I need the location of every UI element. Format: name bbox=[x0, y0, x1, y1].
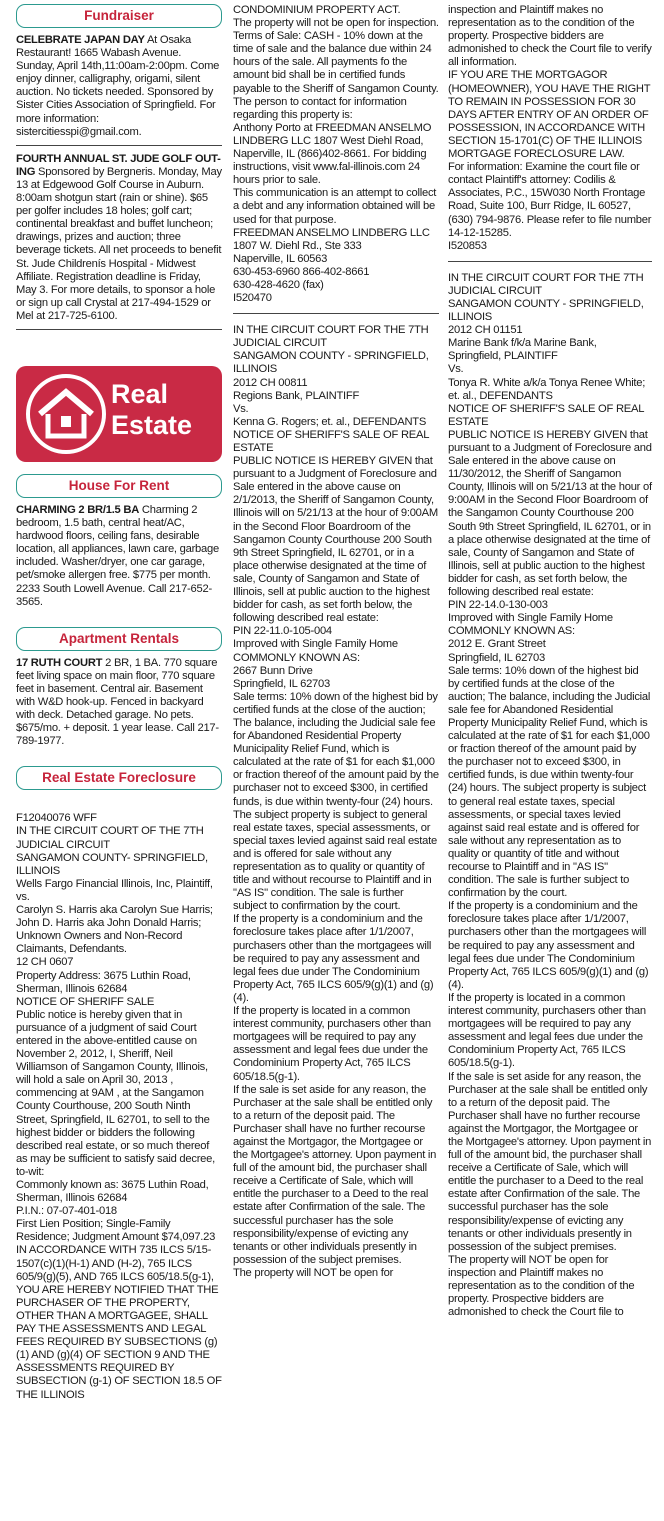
foreclosure-header: Real Estate Foreclosure bbox=[16, 766, 222, 790]
real-estate-banner bbox=[16, 366, 222, 462]
golf-lead: FOURTH ANNUAL ST. JUDE GOLF OUT-ING bbox=[16, 152, 221, 178]
banner-word-real: Real bbox=[111, 378, 169, 409]
rent-body: Charming 2 bedroom, 1.5 bath, central heat/AC, hardwood floors, ceiling fans, desirable location, all appliances, lawn care, garbage included. Washer/dryer, one car garage, pet/smoke allergen free. $775 per month. 2233 South Lowell Avenue. Call 217-652-3565. bbox=[16, 503, 219, 608]
japan-day-ad bbox=[16, 34, 222, 139]
house-rent-ad bbox=[16, 504, 222, 609]
foreclosure-notice-1: F12040076 WFF IN THE CIRCUIT COURT OF THE 7TH JUDICIAL CIRCUIT SANGAMON COUNTY- SPRINGFIELD, ILLINOIS Wells Fargo Financial Illinois, Inc, Plaintiff, vs. Carolyn S. Harris aka Carolyn Sue Harris; John D. Harris aka John Donald Harris; Unknown Owners and Non-Record Claimants, Defendants. 12 CH 0607 Property Address: 3675 Luthin Road, Sherman, Illinois 62684 NOTICE OF SHERIFF SALE Public notice is hereby given that in pursuance of a judgment of said Court entered in the above-entitled cause on November 2, 2012, I, Sheriff, Neil Williamson of Sangamon County, Illinois, will hold a sale on April 30, 2013 , commencing at 9AM , at the Sangamon County Courthouse, 200 South Ninth Street, Springfield, IL 62701, to sell to the highest bidder or bidders the following described real estate, or so much thereof as may be sufficient to satisfy said decree, to-wit: Commonly known as: 3675 Luthin Road, Sherman, Illinois 62684 P.I.N.: 07-07-401-018 First Lien Position; Single-Family Residence; Judgment Amount $74,097.23 IN ACCORDANCE WITH 735 ILCS 5/15-1507(c)(1)(H-1) AND (H-2), 765 ILCS 605/9(g)(5), AND 765 ILCS 605/18.5(g-1), YOU ARE HEREBY NOTIFIED THAT THE PURCHASER OF THE PROPERTY, OTHER THAN A MORTGAGEE, SHALL PAY THE ASSESSMENTS AND LEGAL FEES REQUIRED BY SUBSECTIONS (g)(1) AND (g)(4) OF SECTION 9 AND THE ASSESSMENTS REQUIRED BY SUBSECTION (g-1) OF SECTION 18.5 OF THE ILLINOIS bbox=[16, 812, 222, 1401]
notice-continuation-2: inspection and Plaintiff makes no representation as to the condition of the property. Prospective bidders are admonished to check the Court file to verify all information. IF YOU ARE THE MORTGAGOR (HOMEOWNER), YOU HAVE THE RIGHT TO REMAIN IN POSSESSION FOR 30 DAYS AFTER ENTRY OF AN ORDER OF POSSESSION, IN ACCORDANCE WITH SECTION 15-1701(C) OF THE ILLINOIS MORTGAGE FORECLOSURE LAW. For information: Examine the court file or contact Plaintiff's attorney: Codilis & Associates, P.C., 15W030 North Frontage Road, Suite 100, Burr Ridge, IL 60527, (630) 794-9876. Please refer to file number 14-12-15285. I520853 bbox=[448, 4, 652, 252]
fundraiser-header: Fundraiser bbox=[16, 4, 222, 28]
column-1 bbox=[16, 4, 222, 1402]
apt-lead: 17 RUTH COURT bbox=[16, 656, 103, 669]
golf-body: Sponsored by Bergneris. Monday, May 13 at Edgewood Golf Course in Auburn. 8:00am shotgun start (rain or shine). $65 per golfer includes 18 holes; golf cart; continental breakfast and buffet luncheon; drawings, prizes and auction; three beverage tickets. All net proceeds to benefit St. Jude Childrenís Hospital - Midwest Affiliate. Registration deadline is Friday, May 3. For more details, to sponsor a hole or sign up call Crystal at 217-494-1529 or Mel at 217-725-6100. bbox=[16, 165, 222, 322]
apartment-ad bbox=[16, 657, 222, 749]
rent-lead: CHARMING 2 BR/1.5 BA bbox=[16, 503, 140, 516]
japan-day-body: At Osaka Restaurant! 1665 Wabash Avenue. Sunday, April 14th,11:00am-2:00pm. Come enjoy dinner, calligraphy, origami, silent auction. No tickets needed. Sponsored by Sister Cities Association of Springfield. For more information: sistercitiesspi@gmail.com. bbox=[16, 34, 220, 138]
notice-divider bbox=[448, 261, 652, 262]
apartment-rentals-header: Apartment Rentals bbox=[16, 627, 222, 651]
foreclosure-notice-3: IN THE CIRCUIT COURT FOR THE 7TH JUDICIAL CIRCUIT SANGAMON COUNTY - SPRINGFIELD, ILLINOIS 2012 CH 01151 Marine Bank f/k/a Marine Bank, Springfield, PLAINTIFF Vs. Tonya R. White a/k/a Tonya Renee White; et. al., DEFENDANTS NOTICE OF SHERIFF'S SALE OF REAL ESTATE PUBLIC NOTICE IS HEREBY GIVEN that pursuant to a Judgment of Foreclosure and Sale entered in the above cause on 11/30/2012, the Sheriff of Sangamon County, Illinois will on 5/21/13 at the hour of 9:00AM in the Second Floor Boardroom of the Sangamon County Courthouse 200 South 9th Street Springfield, IL 62701, or in a place otherwise designated at the time of sale, County of Sangamon and State of Illinois, sell at public auction to the highest bidder for cash, as set forth below, the following described real estate: PIN 22-14.0-130-003 Improved with Single Family Home COMMONLY KNOWN AS: 2012 E. Grant Street Springfield, IL 62703 Sale terms: 10% down of the highest bid by certified funds at the close of the auction; The balance, including the Judicial sale fee for Abandoned Residential Property Municipality Relief Fund, which is calculated at the rate of $1 for each $1,000 or fraction thereof of the amount paid by the purchaser not to exceed $300, in certified funds, is due within twenty-four (24) hours. The subject property is subject to general real estate taxes, special assessments, or special taxes levied against said real estate and is offered for sale without any representation as to quality or quantity of title and without recourse to Plaintiff and in "AS IS" condition. The sale is further subject to confirmation by the court. If the property is a condominium and the foreclosure takes place after 1/1/2007, purchasers other than the mortgagees will be required to pay any assessment and legal fees due under The Condominium Property Act, 765 ILCS 605/9(g)(1) and (g)(4). If the property is located in a common interest community, purchasers other than mortgagees will be required to pay any assessment and legal fees due under the Condominium Property Act, 765 ILCS 605/18.5(g-1). If the sale is set aside for any reason, the Purchaser at the sale shall be entitled only to a return of the deposit paid. The Purchaser shall have no further recourse against the Mortgagor, the Mortgagee or the Mortgagee's attorney. Upon payment in full of the amount bid, the purchaser shall receive a Certificate of Sale, which will entitle the purchaser to a Deed to the real estate after Confirmation of the sale. The successful purchaser has the sole responsibility/expense of evicting any tenants or other individuals presently in possession of the subject premises. The property will NOT be open for inspection and Plaintiff makes no representation as to the condition of the property. Prospective bidders are admonished to check the Court file to bbox=[448, 271, 652, 1319]
section-divider bbox=[16, 329, 222, 330]
apt-body: 2 BR, 1 BA. 770 square feet living space on main floor, 770 square feet in basement. Central air. Basement with W&D hook-up. Fenced in backyard with deck. Detached garage. No pets. $675/mo. + deposit. 1 year lease. Call 217-789-1977. bbox=[16, 656, 219, 748]
column-2 bbox=[233, 4, 439, 1280]
notice-continuation-1: CONDOMINIUM PROPERTY ACT. The property will not be open for inspection. Terms of Sale: CASH - 10% down at the time of sale and the balance due within 24 hours of the sale. All payments fo the amount bid shall be in certified funds payable to the Sheriff of Sangamon County. The person to contact for information regarding this property is: Anthony Porto at FREEDMAN ANSELMO LINDBERG LLC 1807 West Diehl Road, Naperville, IL (866)402-8661. For bidding instructions, visit www.fal-illinois.com 24 hours prior to sale. This communication is an attempt to collect a debt and any information obtained will be used for that purpose. FREEDMAN ANSELMO LINDBERG LLC 1807 W. Diehl Rd., Ste 333 Naperville, IL 60563 630-453-6960 866-402-8661 630-428-4620 (fax) I520470 bbox=[233, 4, 439, 305]
foreclosure-notice-2: IN THE CIRCUIT COURT FOR THE 7TH JUDICIAL CIRCUIT SANGAMON COUNTY - SPRINGFIELD, ILLINOIS 2012 CH 00811 Regions Bank, PLAINTIFF Vs. Kenna G. Rogers; et. al., DEFENDANTS NOTICE OF SHERIFF'S SALE OF REAL ESTATE PUBLIC NOTICE IS HEREBY GIVEN that pursuant to a Judgment of Foreclosure and Sale entered in the above cause on 2/1/2013, the Sheriff of Sangamon County, Illinois will on 5/21/13 at the hour of 9:00AM in the Second Floor Boardroom of the Sangamon County Courthouse 200 South 9th Street Springfield, IL 62701, or in a place otherwise designated at the time of sale, County of Sangamon and State of Illinois, sell at public auction to the highest bidder for cash, as set forth below, the following described real estate: PIN 22-11.0-105-004 Improved with Single Family Home COMMONLY KNOWN AS: 2667 Bunn Drive Springfield, IL 62703 Sale terms: 10% down of the highest bid by certified funds at the close of the auction; The balance, including the Judicial sale fee for Abandoned Residential Property Municipality Relief Fund, which is calculated at the rate of $1 for each $1,000 or fraction thereof of the amount paid by the purchaser not to exceed $300, in certified funds, is due within twenty-four (24) hours. The subject property is subject to general real estate taxes, special assessments, or special taxes levied against said real estate and is offered for sale without any representation as to quality or quantity of title and without recourse to Plaintiff and in "AS IS" condition. The sale is further subject to confirmation by the court. If the property is a condominium and the foreclosure takes place after 1/1/2007, purchasers other than the mortgagees will be required to pay any assessment and legal fees due under The Condominium Property Act, 765 ILCS 605/9(g)(1) and (g)(4). If the property is located in a common interest community, purchasers other than mortgagees will be required to pay any assessment and legal fees due under the Condominium Property Act, 765 ILCS 605/18.5(g-1). If the sale is set aside for any reason, the Purchaser at the sale shall be entitled only to a return of the deposit paid. The Purchaser shall have no further recourse against the Mortgagor, the Mortgagee or the Mortgagee's attorney. Upon payment in full of the amount bid, the purchaser shall receive a Certificate of Sale, which will entitle the purchaser to a Deed to the real estate after Confirmation of the sale. The successful purchaser has the sole responsibility/expense of evicting any tenants or other individuals presently in possession of the subject premises. The property will NOT be open for bbox=[233, 324, 439, 1279]
ad-divider bbox=[16, 145, 222, 146]
golf-outing-ad bbox=[16, 153, 222, 323]
notice-divider bbox=[233, 313, 439, 314]
house-for-rent-header: House For Rent bbox=[16, 474, 222, 498]
column-3 bbox=[448, 4, 652, 1319]
japan-day-lead: CELEBRATE JAPAN DAY bbox=[16, 34, 145, 46]
banner-word-estate: Estate bbox=[111, 409, 193, 440]
house-icon bbox=[34, 384, 98, 444]
